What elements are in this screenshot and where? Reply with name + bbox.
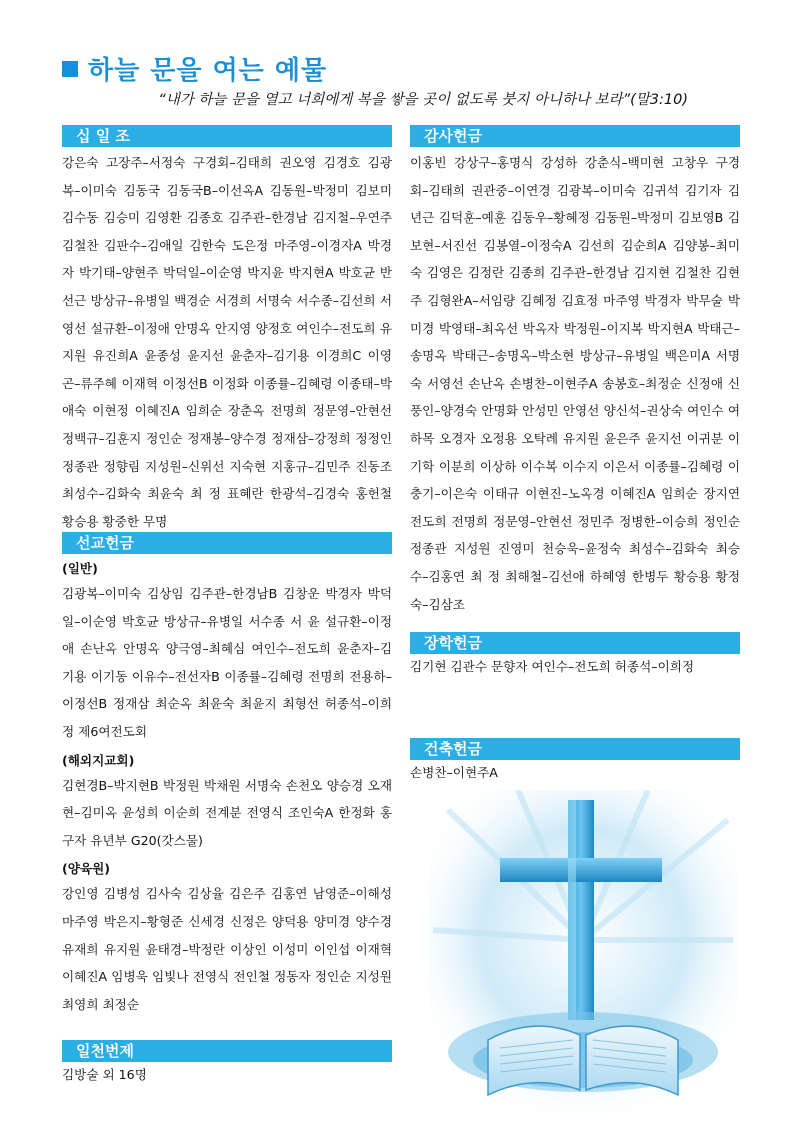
tithe-section xyxy=(62,125,392,535)
mission-general-list: 김광복–이미숙 김상임 김주관–한경남B 김창운 박경자 박덕일–이순영 박호균 방상규–유병일 서수종 서 윤 설규환–이정애 손난옥 안명옥 양극영–최혜심 여인수–전도희 윤춘자–김기용 이기동 이유수–전선자B 이종률–김혜령 전명희 전용하–이정선B 정재삼 최순옥 최윤숙 최윤지 최형선 허종석–이희정 제6여전도회 xyxy=(62,586,392,739)
thanks-list: 이홍빈 강상구–홍명식 강성하 강춘식–백미현 고창우 구경회–김태희 권관중–이연경 김광복–이미숙 김귀석 김기자 김년근 김덕훈–예훈 김동우–황혜정 김동원–박정미 김보영B 김보현–서진선 김봉열–이정숙A 김선희 김순희A 김양봉–최미숙 김영은 김정란 김종희 김주관–한경남 김지현 김철찬 김현주 김형완A–서임량 김혜정 김효정 마주영 박경자 박무술 박미경 박영태–최옥선 박옥자 박정원–이지복 박지현A 박태근–송명옥 박태근–송명옥–박소현 방상규–유병일 백은미A 서명숙 서영선 손난옥 손병찬–이현주A 송봉호–최정순 신정애 신풍인–양경숙 안명화 안성민 안영선 양신석–권상숙 여인수 여하목 오경자 오정용 오탁례 유지원 윤은주 윤지선 이귀분 이기학 이분희 이상하 이수복 이수지 이은서 이종률–김혜령 이충기–이은숙 이태규 이현진–노옥경 이혜진A 임희순 장지연 전도희 전명희 정문영–안현선 정민주 정병한–이승희 정인순 정종관 지성원 진영미 천승욱–윤정숙 최성수–김화숙 최승수–김홍연 최 정 최해철–김선애 하혜영 한병두 황승용 황정숙–김삼조 xyxy=(410,155,740,612)
building-heading: 건축헌금 xyxy=(410,738,740,760)
scholarship-heading: 장학헌금 xyxy=(410,632,740,654)
mission-overseas-label: (해외지교회) xyxy=(62,752,135,768)
bible-verse: “내가 하늘 문을 열고 너희에게 복을 쌓을 곳이 없도록 붓지 아니하나 보라”(말3:10) xyxy=(158,92,688,108)
cross-bible-illustration xyxy=(428,790,738,1115)
mission-section xyxy=(62,532,392,1018)
building-list: 손병찬–이현주A xyxy=(410,765,498,780)
mission-nursing-label: (양육원) xyxy=(62,861,111,877)
thanks-heading: 감사헌금 xyxy=(410,125,740,147)
thousand-section xyxy=(62,1040,392,1086)
mission-general-label: (일반) xyxy=(62,561,98,576)
thousand-heading: 일천번제 xyxy=(62,1040,392,1062)
scholarship-section xyxy=(410,632,740,678)
square-bullet-icon xyxy=(62,61,78,77)
mission-overseas-list: 김현경B–박지현B 박정원 박채원 서명숙 손천오 양승경 오재현–김미옥 윤성희 이순희 전계분 전영식 조인숙A 한정화 홍구자 유년부 G20(갓스물) xyxy=(62,777,392,848)
page-title: 하늘 문을 여는 예물 xyxy=(62,50,327,87)
tithe-heading: 십 일 조 xyxy=(62,125,392,147)
scholarship-list: 김기현 김관수 문향자 여인수–전도희 허종석–이희정 xyxy=(410,659,695,674)
mission-nursing-list: 강인영 김병성 김사숙 김상율 김은주 김홍연 남영준–이해성 마주영 박은지–황형준 신세경 신정은 양덕용 양미경 양수경 유재희 유지원 윤태경–박정란 이상인 이성미 이인섭 이재혁 이혜진A 임병욱 임빛나 전영식 전인철 정동자 정인순 지성원 최영희 최정순 xyxy=(62,886,392,1012)
building-section xyxy=(410,738,740,784)
thanks-section xyxy=(410,125,740,618)
tithe-list: 강은숙 고장주–서정숙 구경회–김태희 권오영 김경호 김광복–이미숙 김동국 김동국B–이선옥A 김동원–박정미 김보미 김수동 김승미 김영환 김종호 김주관–한경남 김지철–우연주 김철찬 김판수–김애일 김한숙 도은정 마주영–이경자A 박경자 박기태–양현주 박덕일–이순영 박지윤 박지현A 박호균 반선근 방상규–유병일 백경순 서경희 서명숙 서수종–김선희 서영선 설규환–이정애 안명옥 안지영 양정호 여인수–전도희 유지원 유진희A 윤종성 윤지선 윤춘자–김기용 이경희C 이영곤–류주혜 이재혁 이정선B 이정화 이종률–김혜령 이종태–박애숙 이현정 이혜진A 임희순 장춘옥 전명희 정문영–안현선 정백규–김훈지 정인순 정재봉–양수경 정재삼–강정희 정정인 정종관 정향림 지성원–신위선 지숙현 지홍규–김민주 진동조 최성수–김화숙 최윤숙 최 정 표혜란 한광석–김경숙 홍헌철 황승용 황중한 무명 xyxy=(62,155,392,529)
mission-heading: 선교헌금 xyxy=(62,532,392,554)
thousand-list: 김방술 외 16명 xyxy=(62,1067,147,1082)
